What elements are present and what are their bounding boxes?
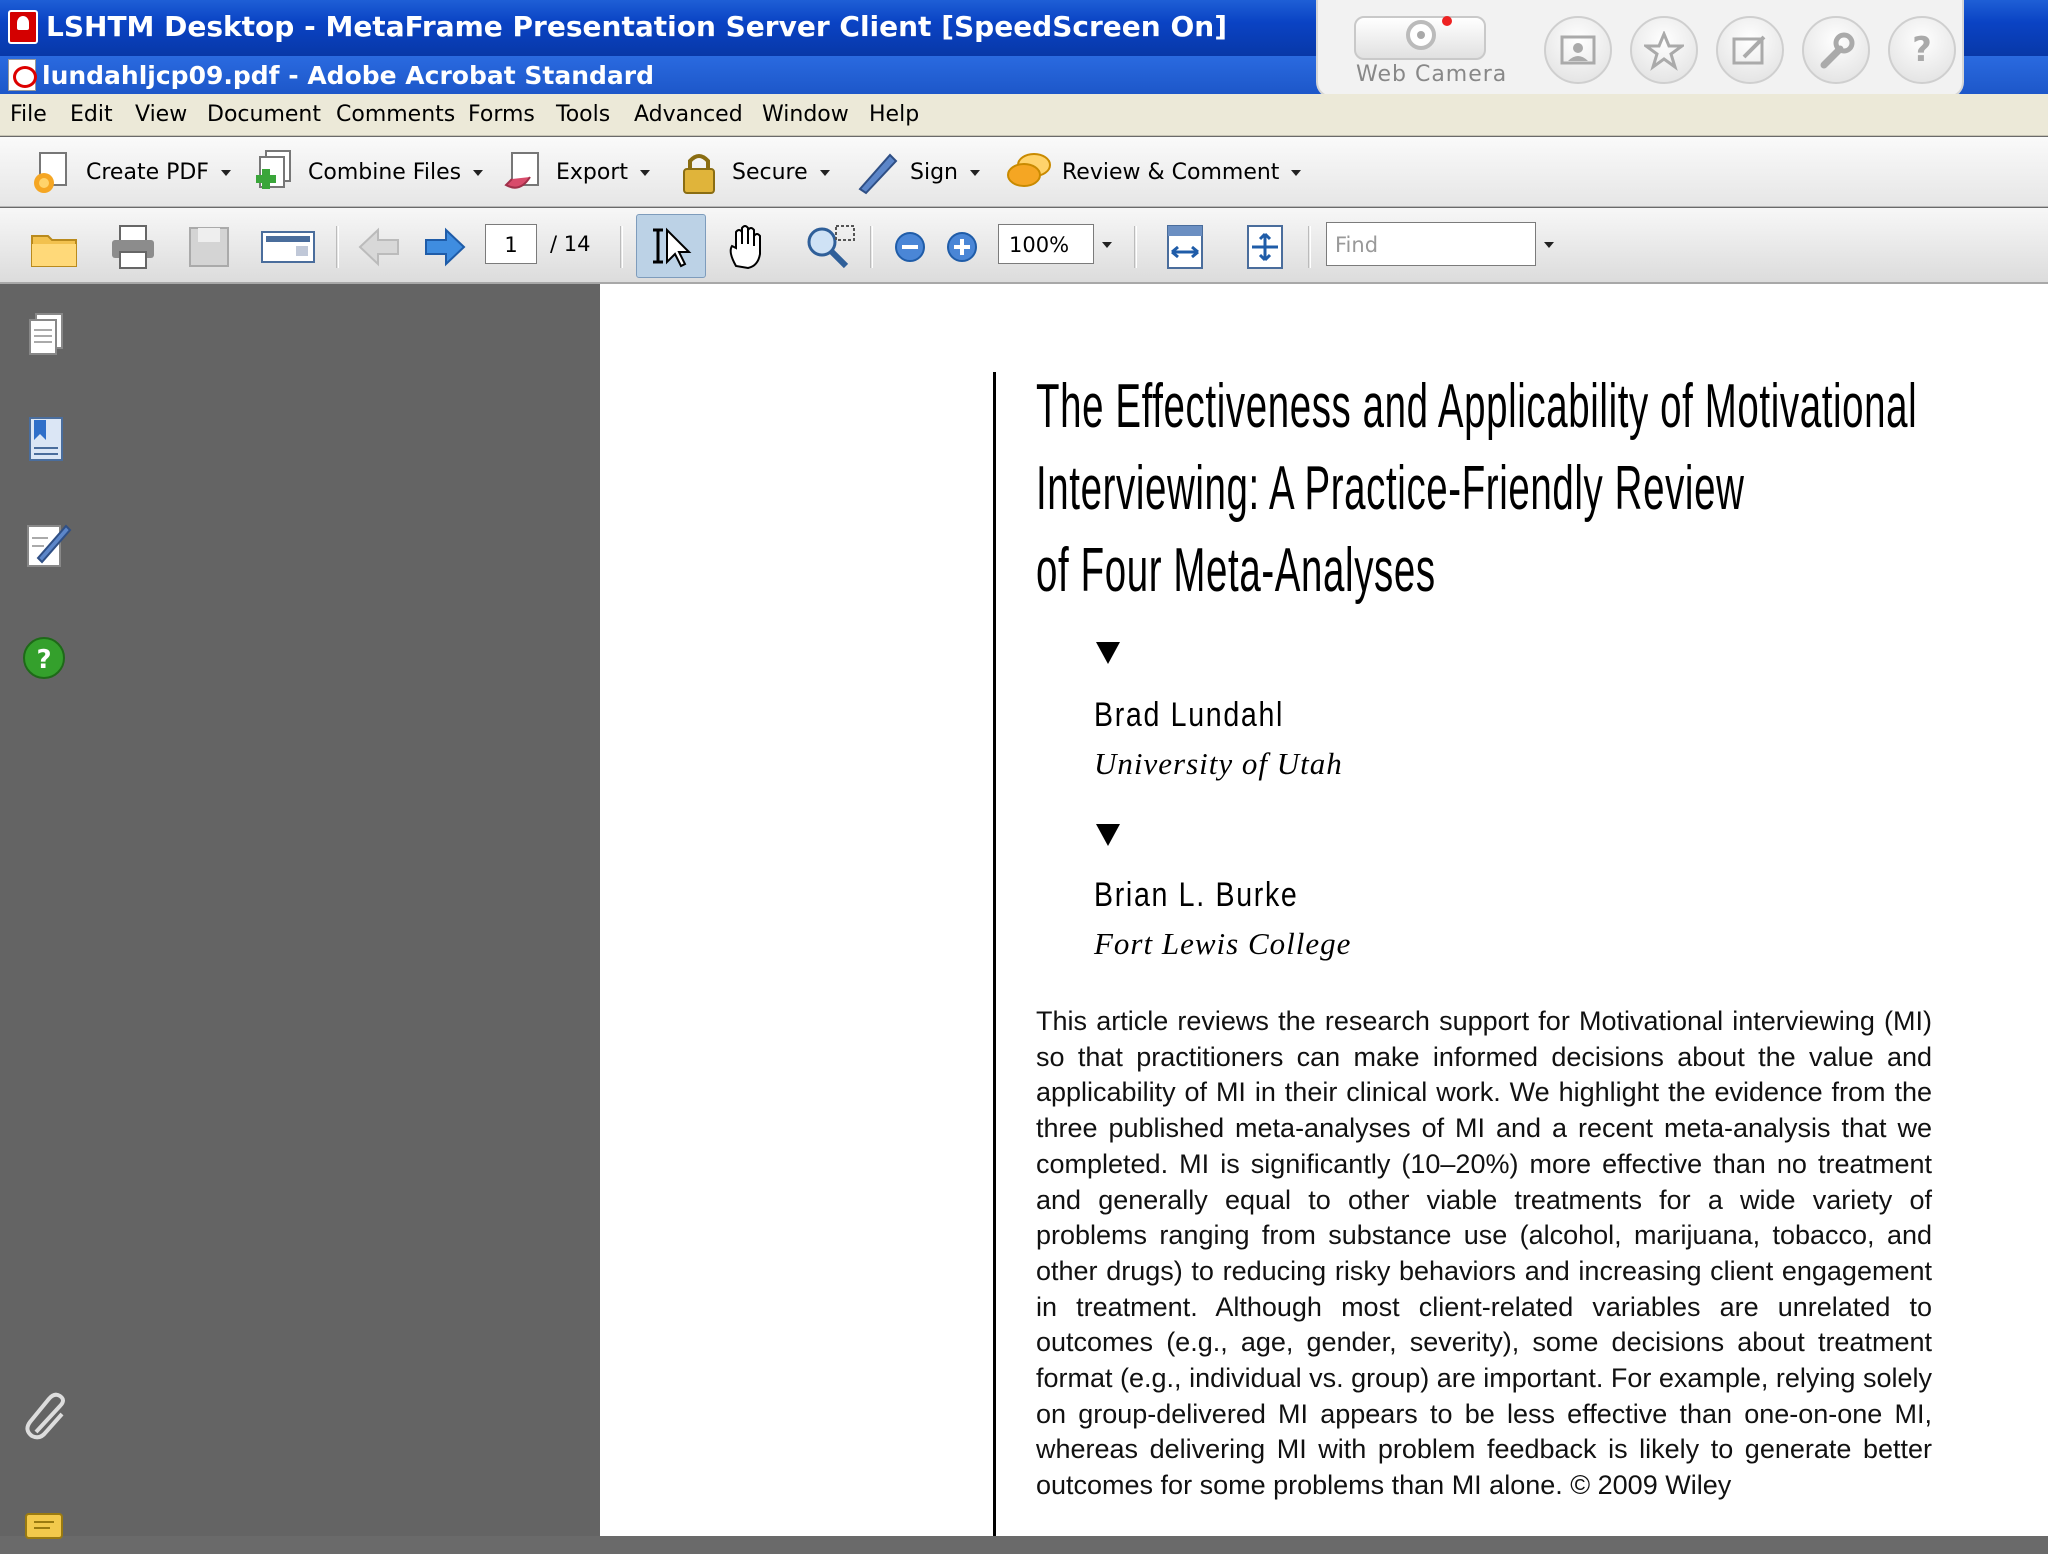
zoom-dropdown-icon[interactable] bbox=[1096, 224, 1118, 264]
review-comment-button[interactable] bbox=[1006, 147, 1296, 197]
zoom-in-icon[interactable] bbox=[944, 222, 980, 272]
triangle-bullet-icon bbox=[1096, 642, 1120, 664]
acrobat-window-title: lundahljcp09.pdf - Adobe Acrobat Standard bbox=[42, 61, 654, 90]
article-title-line-3: of Four Meta-Analyses bbox=[1036, 536, 1436, 605]
zoom-marquee-icon[interactable] bbox=[800, 222, 860, 272]
fit-page-icon[interactable] bbox=[1238, 222, 1292, 272]
previous-page-icon[interactable] bbox=[354, 222, 404, 272]
print-icon[interactable] bbox=[108, 222, 158, 272]
next-page-icon[interactable] bbox=[420, 222, 470, 272]
menu-file[interactable]: File bbox=[10, 102, 47, 127]
pages-icon[interactable] bbox=[22, 310, 72, 360]
settings-button[interactable] bbox=[1802, 16, 1870, 84]
review-comment-label: Review & Comment bbox=[1062, 160, 1280, 185]
author-affiliation: University of Utah bbox=[1094, 746, 1343, 781]
citrix-window-title: LSHTM Desktop - MetaFrame Presentation Server Client [SpeedScreen On] bbox=[46, 10, 1227, 43]
secure-button[interactable] bbox=[676, 147, 838, 197]
help-icon[interactable] bbox=[22, 632, 72, 682]
lock-icon bbox=[676, 149, 722, 195]
menu-advanced[interactable]: Advanced bbox=[634, 102, 743, 127]
menu-comments[interactable]: Comments bbox=[336, 102, 456, 127]
select-tool-button[interactable] bbox=[636, 214, 706, 278]
zoom-level-input[interactable]: 100% bbox=[998, 224, 1094, 264]
menu-tools[interactable]: Tools bbox=[556, 102, 611, 127]
find-dropdown-icon[interactable] bbox=[1538, 222, 1560, 266]
comments-icon[interactable] bbox=[22, 1504, 72, 1554]
menu-help[interactable]: Help bbox=[869, 102, 920, 127]
question-icon: ? bbox=[1912, 30, 1932, 70]
menu-view[interactable]: View bbox=[135, 102, 188, 127]
navigation-toolbar bbox=[0, 208, 2048, 284]
sign-label: Sign bbox=[910, 160, 958, 185]
signatures-icon[interactable] bbox=[22, 520, 72, 570]
article-title bbox=[1036, 366, 1918, 612]
edit-button[interactable] bbox=[1716, 16, 1784, 84]
combine-files-icon bbox=[252, 149, 298, 195]
fit-width-icon[interactable] bbox=[1158, 222, 1212, 272]
author-name: Brian L. Burke bbox=[1094, 876, 1299, 914]
article-title-line-1: The Effectiveness and Applicability of Motivational bbox=[1036, 372, 1918, 441]
create-pdf-label: Create PDF bbox=[86, 160, 209, 185]
contact-card-icon bbox=[1558, 31, 1598, 71]
webcam-label: Web Camera bbox=[1356, 62, 1508, 87]
find-input[interactable]: Find bbox=[1326, 222, 1536, 266]
navigation-panel bbox=[0, 284, 600, 1536]
combine-files-label: Combine Files bbox=[308, 160, 462, 185]
save-icon[interactable] bbox=[184, 222, 234, 272]
bookmarks-icon[interactable] bbox=[22, 414, 72, 464]
create-pdf-button[interactable] bbox=[30, 147, 230, 197]
help-button[interactable] bbox=[1888, 16, 1956, 84]
email-icon[interactable] bbox=[260, 222, 316, 272]
pen-icon bbox=[854, 149, 900, 195]
citrix-app-icon bbox=[8, 10, 38, 44]
pdf-file-icon bbox=[8, 59, 36, 91]
combine-files-button[interactable] bbox=[252, 147, 482, 197]
open-folder-icon[interactable] bbox=[30, 222, 80, 272]
export-button[interactable] bbox=[500, 147, 660, 197]
page-number-input[interactable]: 1 bbox=[485, 224, 537, 264]
tasks-toolbar bbox=[0, 137, 2048, 207]
menu-window[interactable]: Window bbox=[762, 102, 849, 127]
edit-icon bbox=[1730, 31, 1770, 71]
star-icon bbox=[1644, 31, 1684, 71]
export-icon bbox=[500, 149, 546, 195]
attachments-icon[interactable] bbox=[22, 1392, 72, 1442]
page-vertical-rule bbox=[993, 372, 996, 1536]
create-pdf-icon bbox=[30, 149, 76, 195]
zoom-out-icon[interactable] bbox=[892, 222, 928, 272]
hand-tool-icon[interactable] bbox=[722, 222, 772, 272]
wrench-icon bbox=[1816, 31, 1856, 71]
webcam-toolbar bbox=[1316, 0, 1964, 98]
article-abstract: This article reviews the research support for Motivational interviewing (MI) so that practitioners can make informed decisions about the value and applicability of MI in their clinical work. We highlight the evidence from the three published meta-analyses of MI and a recent meta-analysis that we completed. MI is significantly (10–20%) more effective than no treatment and generally equal to other viable treatments for a wide variety of problems ranging from substance use (alcohol, marijuana, tobacco, and other drugs) to reducing risky behaviors and increasing client engagement in treatment. Although most client-related variables are unrelated to outcomes (e.g., age, gender, severity), some decisions about treatment format (e.g., individual vs. group) are important. For example, relying solely on group-delivered MI appears to be less effective than one-on-one MI, whereas delivering MI with problem feedback is likely to generate better outcomes for some problems than MI alone. © 2009 Wiley bbox=[1036, 1006, 1932, 1501]
page-total: / 14 bbox=[550, 232, 591, 256]
author-name: Brad Lundahl bbox=[1094, 696, 1285, 734]
text-select-cursor-icon bbox=[647, 222, 697, 272]
author-affiliation: Fort Lewis College bbox=[1094, 926, 1352, 961]
menu-document[interactable]: Document bbox=[207, 102, 321, 127]
menu-bar bbox=[0, 94, 2048, 136]
export-label: Export bbox=[556, 160, 629, 185]
comment-bubble-icon bbox=[1006, 149, 1052, 195]
article-title-line-2: Interviewing: A Practice-Friendly Review bbox=[1036, 454, 1745, 523]
favorites-button[interactable] bbox=[1630, 16, 1698, 84]
svg-text:?: ? bbox=[36, 645, 52, 675]
triangle-bullet-icon bbox=[1096, 824, 1120, 846]
secure-label: Secure bbox=[732, 160, 808, 185]
sign-button[interactable] bbox=[854, 147, 984, 197]
contact-card-button[interactable] bbox=[1544, 16, 1612, 84]
menu-forms[interactable]: Forms bbox=[468, 102, 535, 127]
webcam-icon[interactable] bbox=[1354, 16, 1486, 60]
menu-edit[interactable]: Edit bbox=[70, 102, 113, 127]
